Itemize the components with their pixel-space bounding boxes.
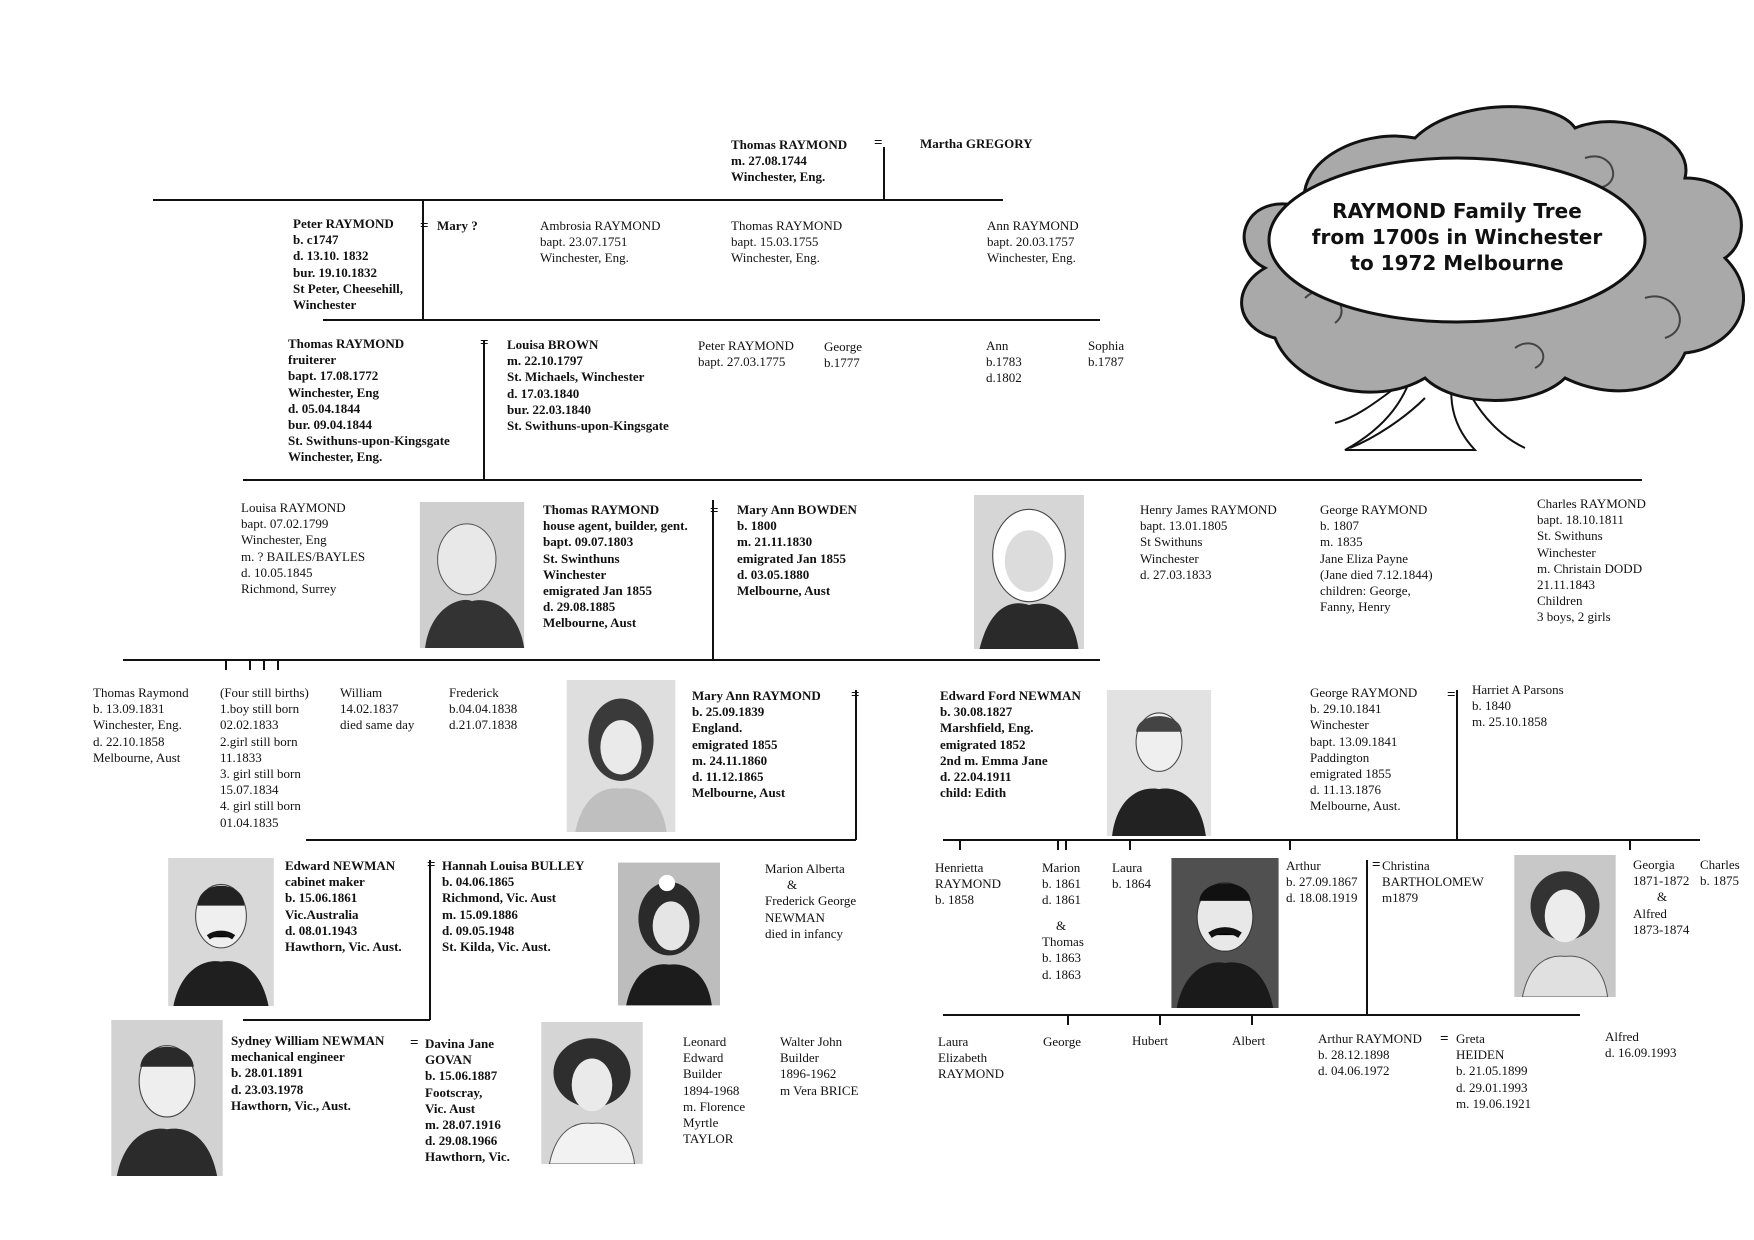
portrait-edward-newman	[168, 858, 274, 1006]
person-line: d. 22.04.1911	[940, 769, 1012, 785]
person-line: Sophia	[1088, 338, 1125, 353]
person-henrietta-raymond	[935, 860, 1001, 909]
person-line: St. Swithuns	[1537, 528, 1603, 544]
person-line: St. Kilda, Vic. Aust.	[442, 939, 551, 955]
person-line: 21.11.1843	[1537, 577, 1596, 593]
person-sophia	[1088, 338, 1124, 370]
person-line: Winchester	[293, 297, 357, 313]
person-george-1777	[824, 339, 862, 371]
person-line: d. 05.04.1844	[288, 400, 361, 416]
person-line: Mary Ann BOWDEN	[737, 502, 857, 517]
person-line: Leonard	[683, 1034, 727, 1049]
person-line: m. 21.11.1830	[737, 534, 813, 550]
person-line: England.	[692, 720, 743, 736]
person-line: children: George,	[1320, 583, 1411, 599]
person-line: (Four still births)	[220, 685, 309, 700]
person-line: Winchester, Eng.	[540, 250, 629, 266]
person-marion-and-frederick	[765, 861, 856, 942]
person-line: Greta	[1456, 1031, 1485, 1046]
person-line: Alfred	[1605, 1029, 1639, 1044]
person-line: Harriet A Parsons	[1472, 682, 1564, 697]
person-line: Thomas RAYMOND	[731, 218, 843, 233]
person-line: 1871-1872	[1633, 873, 1690, 889]
person-line: b. 13.09.1831	[93, 701, 165, 717]
person-line: d. 13.10. 1832	[293, 248, 369, 264]
person-alfred-1993	[1605, 1029, 1677, 1061]
person-line: Frederick George	[765, 893, 857, 909]
person-thomas-raymond-fruiterer	[288, 336, 450, 466]
person-line: Hawthorn, Vic., Aust.	[231, 1097, 351, 1113]
person-line: b. 28.12.1898	[1318, 1047, 1390, 1063]
person-line: Georgia	[1633, 857, 1675, 872]
person-line: Winchester, Eng	[288, 384, 380, 400]
person-line: b.1783	[986, 354, 1022, 370]
person-line: NEWMAN	[765, 909, 825, 925]
person-line: Winchester, Eng.	[987, 250, 1076, 266]
person-line: d. 08.01.1943	[285, 922, 358, 938]
person-line: Martha GREGORY	[920, 136, 1033, 151]
person-line: bapt. 13.01.1805	[1140, 518, 1228, 534]
person-line: St Swithuns	[1140, 534, 1203, 550]
person-line: Frederick	[449, 685, 499, 700]
person-line: St Peter, Cheesehill,	[293, 280, 403, 296]
person-line: b. 1875	[1700, 873, 1739, 889]
person-sydney-william-newman	[231, 1033, 384, 1114]
person-line: St. Michaels, Winchester	[507, 369, 645, 385]
person-mary-ann-bowden	[737, 502, 857, 599]
person-line: George RAYMOND	[1320, 502, 1428, 517]
person-line: Ann	[986, 338, 1009, 353]
portrait-sydney-newman	[110, 1020, 224, 1176]
person-line: Peter RAYMOND	[293, 216, 394, 231]
person-mary	[437, 218, 478, 234]
person-line: Ambrosia RAYMOND	[540, 218, 661, 233]
person-line: BARTHOLOMEW	[1382, 874, 1484, 890]
person-line: 1873-1874	[1633, 921, 1690, 937]
person-line: m. ? BAILES/BAYLES	[241, 548, 366, 564]
person-frederick	[449, 685, 517, 734]
person-peter-raymond-1775	[698, 338, 794, 370]
person-christina-bartholomew	[1382, 858, 1484, 907]
person-line: Louisa BROWN	[507, 337, 599, 352]
person-line: 3 boys, 2 girls	[1537, 609, 1611, 625]
spouse-sign: =	[410, 1035, 419, 1051]
person-line: m Vera BRICE	[780, 1082, 859, 1098]
person-line: &	[1657, 889, 1668, 905]
person-line: Mary ?	[437, 218, 478, 233]
person-line: b. 1800	[737, 518, 777, 534]
person-line: b. 1864	[1112, 876, 1151, 892]
person-line: b. 15.06.1861	[285, 890, 358, 906]
person-line: George RAYMOND	[1310, 685, 1418, 700]
title-line: from 1700s in Winchester	[1311, 225, 1603, 249]
person-line: George	[824, 339, 863, 354]
portrait-thomas-raymond	[419, 502, 525, 648]
person-line: d. 11.13.1876	[1310, 782, 1382, 798]
person-line: d.1802	[986, 370, 1022, 386]
person-ann-raymond-1757	[987, 218, 1079, 267]
person-four-still-births	[220, 685, 309, 831]
person-greta-heiden	[1456, 1031, 1531, 1112]
spouse-sign: =	[710, 503, 719, 519]
person-line: bapt. 17.08.1772	[288, 368, 379, 384]
person-line: HEIDEN	[1456, 1047, 1505, 1063]
person-line: b. 15.06.1887	[425, 1068, 498, 1084]
person-line: Laura	[938, 1034, 969, 1049]
person-line: bur. 19.10.1832	[293, 264, 378, 280]
person-line: b.04.04.1838	[449, 701, 518, 717]
person-line: Winchester	[1537, 544, 1596, 560]
person-line: Melbourne, Aust.	[1310, 798, 1401, 814]
person-line: b. 1861	[1042, 876, 1081, 892]
person-line: emigrated 1855	[692, 736, 778, 752]
person-albert	[1232, 1033, 1265, 1049]
person-line: d. 29.08.1966	[425, 1133, 498, 1149]
person-line: d. 17.03.1840	[507, 385, 580, 401]
person-line: m. 25.10.1858	[1472, 714, 1548, 730]
person-line: 1894-1968	[683, 1082, 740, 1098]
person-line: Winchester, Eng.	[93, 717, 182, 733]
person-martha-gregory	[920, 136, 1033, 152]
person-line: Melbourne, Aust	[737, 583, 831, 599]
person-hannah-louisa-bulley	[442, 858, 584, 955]
person-line: Marion Alberta	[765, 861, 845, 876]
person-line: d. 16.09.1993	[1605, 1045, 1677, 1061]
spouse-sign: =	[1372, 857, 1381, 873]
person-line: Melbourne, Aust	[692, 785, 786, 801]
person-thomas-raymond-house-agent	[543, 502, 688, 632]
person-line: m. 24.11.1860	[692, 752, 768, 768]
person-line: Vic. Aust	[425, 1100, 476, 1116]
spouse-sign: =	[1447, 687, 1456, 703]
person-line: fruiterer	[288, 352, 337, 368]
person-line: Winchester	[1140, 550, 1199, 566]
spouse-sign: =	[1440, 1031, 1449, 1047]
person-line: &	[1056, 918, 1067, 933]
person-line: Ann RAYMOND	[987, 218, 1079, 233]
person-line: died in infancy	[765, 925, 843, 941]
person-line: b. 1840	[1472, 698, 1511, 714]
person-william	[340, 685, 414, 734]
person-line: m. 27.08.1744	[731, 153, 807, 169]
person-line: Jane Eliza Payne	[1320, 550, 1409, 566]
person-line: b. 1858	[935, 892, 974, 908]
person-line: 2nd m. Emma Jane	[940, 752, 1048, 768]
person-line: Thomas RAYMOND	[731, 137, 848, 152]
person-line: Alfred	[1633, 905, 1667, 921]
person-line: b. 1807	[1320, 518, 1359, 534]
person-line: Henry James RAYMOND	[1140, 502, 1277, 517]
person-line: m1879	[1382, 890, 1419, 906]
person-line: Fanny, Henry	[1320, 599, 1391, 615]
person-line: Henrietta	[935, 860, 984, 875]
person-line: Builder	[780, 1050, 819, 1066]
person-line: Hannah Louisa BULLEY	[442, 858, 585, 873]
person-thomas-1863	[1042, 918, 1084, 983]
person-line: Hawthorn, Vic. Aust.	[285, 939, 402, 955]
person-line: Melbourne, Aust	[93, 749, 181, 765]
person-line: Louisa RAYMOND	[241, 500, 346, 515]
title-line: RAYMOND Family Tree	[1332, 199, 1582, 223]
person-line: emigrated 1852	[940, 736, 1026, 752]
title-line: to 1972 Melbourne	[1350, 251, 1564, 275]
person-line: d. 23.03.1978	[231, 1081, 304, 1097]
person-laura-elizabeth-raymond	[938, 1034, 1004, 1083]
person-line: Children	[1537, 593, 1583, 609]
person-line: RAYMOND	[935, 876, 1001, 892]
person-line: b. 28.01.1891	[231, 1065, 304, 1081]
person-line: bapt. 15.03.1755	[731, 234, 819, 250]
person-line: 2.girl still born	[220, 733, 298, 749]
person-laura-1864	[1112, 860, 1151, 892]
person-line: bur. 22.03.1840	[507, 401, 592, 417]
person-line: St. Swithuns-upon-Kingsgate	[507, 418, 669, 434]
person-davina-jane-govan	[425, 1036, 510, 1166]
person-line: Mary Ann RAYMOND	[692, 688, 821, 703]
person-line: Winchester, Eng	[241, 532, 327, 548]
person-line: 1.boy still born	[220, 701, 300, 717]
person-line: 1896-1962	[780, 1066, 837, 1082]
person-line: m. Florence	[683, 1098, 746, 1114]
person-line: bapt. 13.09.1841	[1310, 733, 1398, 749]
person-line: bapt. 09.07.1803	[543, 534, 634, 550]
person-leonard-edward	[683, 1034, 745, 1147]
person-line: (Jane died 7.12.1844)	[1320, 566, 1433, 582]
person-line: bapt. 18.10.1811	[1537, 512, 1624, 528]
family-tree-title	[1269, 198, 1645, 276]
family-tree-title-graphic	[1225, 98, 1745, 453]
person-thomas-raymond-1831	[93, 685, 189, 766]
person-line: GOVAN	[425, 1052, 472, 1068]
person-thomas-raymond-1755	[731, 218, 842, 267]
person-line: Albert	[1232, 1033, 1266, 1048]
person-line: house agent, builder, gent.	[543, 518, 688, 534]
person-line: bapt. 27.03.1775	[698, 354, 786, 370]
person-arthur-raymond-1898	[1318, 1031, 1422, 1080]
person-line: Richmond, Surrey	[241, 581, 337, 597]
person-line: Charles RAYMOND	[1537, 496, 1646, 511]
person-line: m. Christain DODD	[1537, 560, 1643, 576]
person-charles-raymond	[1537, 496, 1646, 626]
spouse-sign: =	[427, 857, 436, 873]
person-line: d. 04.06.1972	[1318, 1063, 1390, 1079]
person-line: b. 21.05.1899	[1456, 1063, 1528, 1079]
person-line: Vic.Australia	[285, 906, 359, 922]
spouse-sign: =	[420, 218, 429, 234]
person-line: St. Swithuns-upon-Kingsgate	[288, 433, 450, 449]
person-line: William	[340, 685, 383, 700]
person-edward-newman	[285, 858, 402, 955]
person-line: Walter John	[780, 1034, 843, 1049]
spouse-sign: =	[874, 135, 883, 151]
portrait-davina-govan	[530, 1022, 654, 1164]
person-line: d. 11.12.1865	[692, 769, 764, 785]
person-line: Charles	[1700, 857, 1740, 872]
person-line: Winchester	[1310, 717, 1369, 733]
person-line: b.1777	[824, 355, 860, 371]
person-line: RAYMOND	[938, 1066, 1004, 1082]
person-line: Marshfield, Eng.	[940, 720, 1034, 736]
person-line: d. 29.08.1885	[543, 599, 616, 615]
portrait-arthur-raymond	[1168, 858, 1282, 1008]
person-line: Hawthorn, Vic.	[425, 1149, 510, 1165]
person-line: Paddington	[1310, 749, 1370, 765]
person-george-child	[1043, 1034, 1081, 1050]
person-line: bapt. 20.03.1757	[987, 234, 1075, 250]
person-louisa-raymond	[241, 500, 365, 597]
person-henry-james-raymond	[1140, 502, 1277, 583]
person-line: b. 25.09.1839	[692, 704, 765, 720]
person-line: 11.1833	[220, 749, 262, 765]
person-marion-1861	[1042, 860, 1081, 909]
person-walter-john	[780, 1034, 858, 1099]
person-line: Richmond, Vic. Aust	[442, 890, 557, 906]
person-line: Thomas RAYMOND	[288, 336, 405, 351]
person-line: St. Swinthuns	[543, 550, 620, 566]
person-line: Winchester	[543, 566, 607, 582]
person-line: d. 1861	[1042, 892, 1081, 908]
person-mary-ann-raymond	[692, 688, 821, 801]
person-line: Footscray,	[425, 1084, 483, 1100]
person-line: TAYLOR	[683, 1131, 734, 1147]
person-line: Builder	[683, 1066, 722, 1082]
person-line: d. 29.01.1993	[1456, 1079, 1528, 1095]
person-line: Edward NEWMAN	[285, 858, 396, 873]
person-line: d. 09.05.1948	[442, 922, 515, 938]
person-line: 14.02.1837	[340, 701, 399, 717]
person-line: Winchester, Eng.	[288, 449, 383, 465]
person-line: Elizabeth	[938, 1050, 988, 1066]
portrait-mary-ann-bowden	[968, 495, 1090, 649]
person-line: bapt. 23.07.1751	[540, 234, 628, 250]
person-george-raymond-1807	[1320, 502, 1433, 615]
person-line: Winchester, Eng.	[731, 250, 820, 266]
person-harriet-parsons	[1472, 682, 1564, 731]
person-georgia-and-alfred	[1633, 857, 1689, 938]
person-line: Winchester, Eng.	[731, 169, 826, 185]
person-arthur-1867	[1286, 858, 1358, 907]
person-line: b. c1747	[293, 232, 339, 248]
person-line: Sydney William NEWMAN	[231, 1033, 385, 1048]
person-line: Laura	[1112, 860, 1143, 875]
person-charles-1875	[1700, 857, 1740, 889]
person-line: Myrtle	[683, 1115, 719, 1131]
person-edward-ford-newman	[940, 688, 1081, 801]
person-line: bapt. 07.02.1799	[241, 516, 329, 532]
person-line: Thomas RAYMOND	[543, 502, 660, 517]
person-line: b. 30.08.1827	[940, 704, 1013, 720]
portrait-edward-ford-newman	[1101, 690, 1217, 836]
person-line: m. 15.09.1886	[442, 906, 518, 922]
person-peter-raymond-1747	[293, 216, 403, 313]
person-line: m. 28.07.1916	[425, 1117, 501, 1133]
portrait-mary-ann-raymond	[564, 680, 678, 832]
person-line: Arthur RAYMOND	[1318, 1031, 1422, 1046]
person-line: Melbourne, Aust	[543, 615, 637, 631]
person-ann-1783	[986, 338, 1022, 387]
person-line: m. 19.06.1921	[1456, 1095, 1532, 1111]
person-louisa-brown	[507, 337, 669, 434]
person-line: d. 03.05.1880	[737, 566, 810, 582]
person-line: 15.07.1834	[220, 782, 279, 798]
person-line: 02.02.1833	[220, 717, 279, 733]
person-ambrosia-raymond	[540, 218, 661, 267]
person-line: d. 1863	[1042, 966, 1081, 982]
person-line: b. 04.06.1865	[442, 874, 515, 890]
person-line: &	[787, 877, 798, 893]
person-line: Arthur	[1286, 858, 1321, 873]
person-line: Peter RAYMOND	[698, 338, 794, 353]
person-thomas-raymond-1744	[731, 137, 847, 186]
person-line: d. 18.08.1919	[1286, 890, 1358, 906]
person-line: d.21.07.1838	[449, 717, 518, 733]
spouse-sign: =	[851, 687, 860, 703]
person-line: b. 27.09.1867	[1286, 874, 1358, 890]
person-line: m. 1835	[1320, 534, 1363, 550]
person-line: emigrated 1855	[1310, 766, 1392, 782]
person-george-raymond-1841	[1310, 685, 1417, 815]
person-line: b. 29.10.1841	[1310, 701, 1382, 717]
person-hubert	[1132, 1033, 1168, 1049]
person-line: 4. girl still born	[220, 798, 301, 814]
person-line: b.1787	[1088, 354, 1124, 370]
person-line: died same day	[340, 717, 415, 733]
person-line: Marion	[1042, 860, 1081, 875]
person-line: 01.04.1835	[220, 814, 279, 830]
person-line: mechanical engineer	[231, 1049, 345, 1065]
person-line: Edward	[683, 1050, 724, 1066]
person-line: d. 27.03.1833	[1140, 566, 1212, 582]
person-line: bur. 09.04.1844	[288, 417, 373, 433]
person-line: Edward Ford NEWMAN	[940, 688, 1081, 703]
person-line: m. 22.10.1797	[507, 353, 583, 369]
person-line: Hubert	[1132, 1033, 1169, 1048]
person-line: Thomas	[1042, 934, 1084, 950]
person-line: b. 1863	[1042, 950, 1081, 966]
spouse-sign: =	[480, 335, 489, 351]
portrait-christina-bartholomew	[1504, 855, 1626, 997]
person-line: George	[1043, 1034, 1082, 1049]
person-line: emigrated Jan 1855	[543, 583, 653, 599]
person-line: emigrated Jan 1855	[737, 550, 847, 566]
person-line: d. 22.10.1858	[93, 733, 165, 749]
portrait-hannah-bulley	[618, 860, 720, 1008]
person-line: d. 10.05.1845	[241, 564, 313, 580]
person-line: 3. girl still born	[220, 766, 301, 782]
person-line: cabinet maker	[285, 874, 365, 890]
person-line: Christina	[1382, 858, 1430, 873]
person-line: child: Edith	[940, 785, 1007, 801]
person-line: Thomas Raymond	[93, 685, 189, 700]
person-line: Davina Jane	[425, 1036, 494, 1051]
